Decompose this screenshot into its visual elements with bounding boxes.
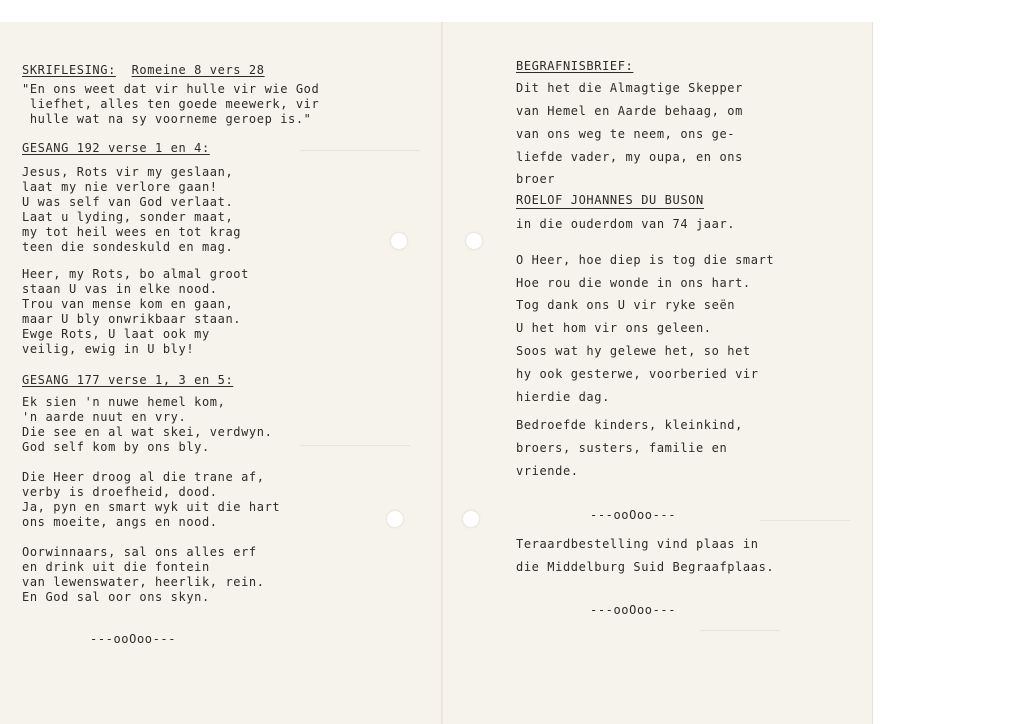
reading-line: liefhet, alles ten goede meewerk, vir	[22, 97, 320, 111]
hymn-192-heading: GESANG 192 verse 1 en 4:	[22, 141, 210, 155]
divider: ---ooOoo---	[590, 508, 677, 522]
right-column	[516, 0, 856, 724]
letter-line: liefde vader, my oupa, en ons	[516, 150, 743, 164]
letter-line: broer	[516, 172, 556, 186]
punch-hole	[465, 232, 483, 250]
reading-heading	[22, 63, 265, 77]
hymn-line: U was self van God verlaat.	[22, 195, 234, 209]
hymn-line: Ewge Rots, U laat ook my	[22, 327, 210, 341]
left-column	[22, 0, 422, 724]
hymn-line: staan U vas in elke nood.	[22, 282, 218, 296]
letter-line: Dit het die Almagtige Skepper	[516, 81, 743, 95]
mourners-line: vriende.	[516, 464, 579, 478]
hymn-line: en drink uit die fontein	[22, 560, 210, 574]
hymn-line: God self kom by ons bly.	[22, 440, 210, 454]
poem-line: Hoe rou die wonde in ons hart.	[516, 276, 751, 290]
poem-line: Soos wat hy gelewe het, so het	[516, 344, 751, 358]
hymn-line: ons moeite, angs en nood.	[22, 515, 218, 529]
poem-line: Tog dank ons U vir ryke seën	[516, 298, 736, 312]
poem-line: hierdie dag.	[516, 390, 610, 404]
mourners-line: Bedroefde kinders, kleinkind,	[516, 418, 743, 432]
hymn-line: Trou van mense kom en gaan,	[22, 297, 234, 311]
punch-hole	[462, 510, 480, 528]
hymn-line: Oorwinnaars, sal ons alles erf	[22, 545, 257, 559]
reading-line: "En ons weet dat vir hulle vir wie God	[22, 82, 320, 96]
hymn-line: 'n aarde nuut en vry.	[22, 410, 187, 424]
reading-label: SKRIFLESING:	[22, 63, 116, 77]
letter-line: van ons weg te neem, ons ge-	[516, 127, 736, 141]
hymn-line: verby is droefheid, dood.	[22, 485, 218, 499]
hymn-line: Die see en al wat skei, verdwyn.	[22, 425, 273, 439]
hymn-line: my tot heil wees en tot krag	[22, 225, 242, 239]
hymn-line: van lewenswater, heerlik, rein.	[22, 575, 265, 589]
poem-line: U het hom vir ons geleen.	[516, 321, 712, 335]
letter-line: van Hemel en Aarde behaag, om	[516, 104, 743, 118]
hymn-line: maar U bly onwrikbaar staan.	[22, 312, 242, 326]
letter-heading: BEGRAFNISBRIEF:	[516, 59, 634, 73]
poem-line: O Heer, hoe diep is tog die smart	[516, 253, 775, 267]
hymn-line: Ja, pyn en smart wyk uit die hart	[22, 500, 281, 514]
reading-reference: Romeine 8 vers 28	[131, 63, 265, 77]
burial-line: die Middelburg Suid Begraafplaas.	[516, 560, 775, 574]
hymn-line: teen die sondeskuld en mag.	[22, 240, 234, 254]
poem-line: hy ook gesterwe, voorberied vir	[516, 367, 759, 381]
divider: ---ooOoo---	[90, 632, 177, 646]
hymn-line: Jesus, Rots vir my geslaan,	[22, 165, 234, 179]
hymn-line: En God sal oor ons skyn.	[22, 590, 210, 604]
hymn-line: laat my nie verlore gaan!	[22, 180, 218, 194]
hymn-line: Laat u lyding, sonder maat,	[22, 210, 234, 224]
divider: ---ooOoo---	[590, 603, 677, 617]
age-line: in die ouderdom van 74 jaar.	[516, 217, 736, 231]
hymn-177-heading: GESANG 177 verse 1, 3 en 5:	[22, 373, 234, 387]
hymn-line: Heer, my Rots, bo almal groot	[22, 267, 249, 281]
reading-line: hulle wat na sy voorneme geroep is."	[22, 112, 312, 126]
center-fold	[441, 22, 443, 724]
deceased-name: ROELOF JOHANNES DU BUSON	[516, 193, 704, 207]
mourners-line: broers, susters, familie en	[516, 441, 728, 455]
burial-line: Teraardbestelling vind plaas in	[516, 537, 759, 551]
hymn-line: Die Heer droog al die trane af,	[22, 470, 265, 484]
hymn-line: veilig, ewig in U bly!	[22, 342, 195, 356]
hymn-line: Ek sien 'n nuwe hemel kom,	[22, 395, 226, 409]
